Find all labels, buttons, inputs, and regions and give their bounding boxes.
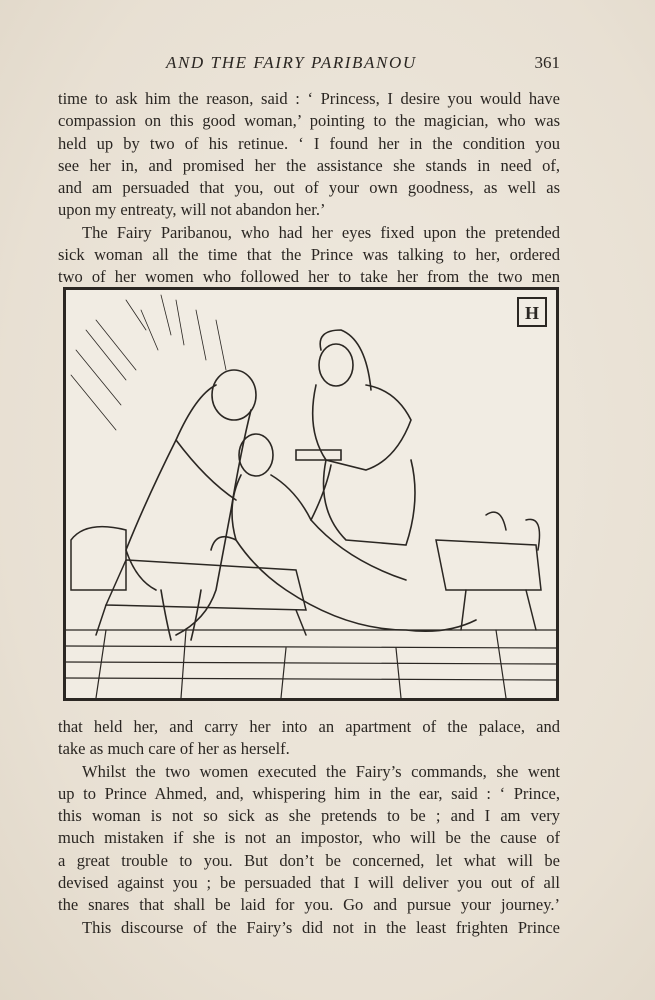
text-line: sick woman all the time that the Prince was talking to her, ordered (58, 245, 560, 265)
text-line: see her in, and promised her the assistance she stands in need of, (58, 155, 560, 175)
paragraph (58, 917, 560, 939)
text-line: time to ask him the reason, said : ‘ Princess, I desire you would have (58, 89, 560, 108)
text-line: held up by two of his retinue. ‘ I found her in the condition you (58, 133, 560, 153)
page-header (58, 52, 560, 78)
couch (71, 512, 541, 635)
paragraph (58, 222, 560, 289)
light-hatching (71, 295, 226, 430)
text-block-top (58, 88, 560, 289)
page-number: 361 (534, 53, 560, 72)
engraving-drawing (66, 290, 556, 698)
running-head: AND THE FAIRY PARIBANOU (166, 53, 417, 72)
text-line: this woman is not so sick as she pretends to be ; and I am very (58, 806, 560, 826)
text-line: compassion on this good woman,’ pointing to the magician, who was (58, 111, 560, 131)
text-line: and am persuaded that you, out of your own goodness, as well as (58, 178, 560, 198)
text-line: Whilst the two women executed the Fairy’s commands, she went (82, 761, 560, 781)
paragraph (58, 761, 560, 917)
text-line: the snares that shall be laid for you. Go and pursue your journey.’ (58, 895, 560, 915)
text-line: that held her, and carry her into an apartment of the palace, and (58, 717, 560, 736)
figure-attendant-left (126, 370, 256, 640)
text-line: devised against you ; be persuaded that I will deliver you out of all (58, 873, 560, 893)
paragraph (58, 88, 560, 222)
text-block-bottom (58, 716, 560, 939)
text-line: The Fairy Paribanou, who had her eyes fixed upon the pretended (82, 222, 560, 242)
text-line: take as much care of her as herself. (58, 739, 290, 759)
text-line: up to Prince Ahmed, and, whispering him in the ear, said : ‘ Prince, (58, 783, 560, 803)
text-line: two of her women who followed her to take her from the two men (58, 267, 560, 287)
text-line: a great trouble to you. But don’t be concerned, let what will be (58, 850, 560, 870)
illustration-plate (63, 287, 559, 701)
artist-monogram: H (524, 303, 540, 323)
paragraph (58, 716, 560, 761)
text-line: upon my entreaty, will not abandon her.’ (58, 200, 326, 220)
floor-planks (66, 630, 556, 698)
text-line: much mistaken if she is not an impostor, who will be the cause of (58, 828, 560, 848)
text-line: This discourse of the Fairy’s did not in the least frighten Prince (82, 917, 560, 937)
